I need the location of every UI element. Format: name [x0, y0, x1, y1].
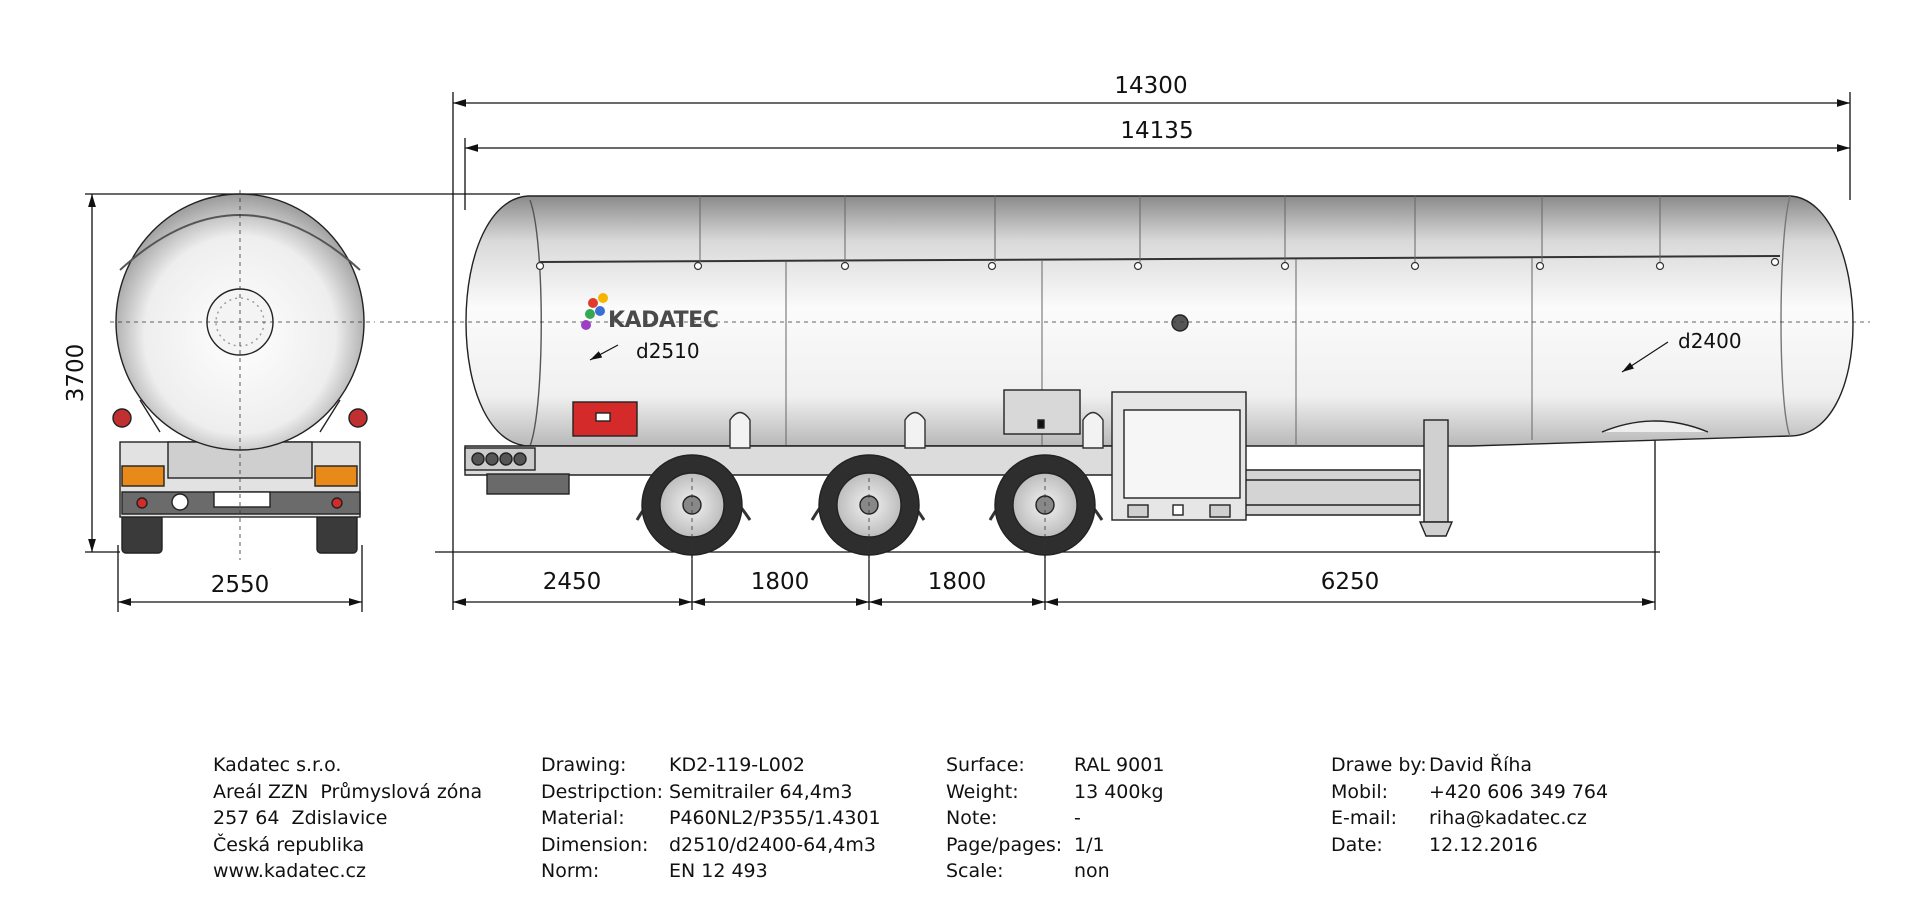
pages-value: 1/1 — [1074, 833, 1105, 856]
rear-light-left — [122, 466, 164, 486]
surface-label: Surface: — [946, 754, 1025, 776]
company-address-1: Areál ZZN Průmyslová zóna — [213, 780, 483, 803]
dim-axle-spacing-1: 1800 — [750, 569, 810, 595]
note-row — [946, 805, 1164, 832]
dim-axle-to-kingpin: 6250 — [1320, 569, 1380, 595]
weight-value: 13 400kg — [1074, 780, 1164, 803]
landing-gear — [1424, 420, 1448, 522]
rear-light-right — [315, 466, 357, 486]
description-row — [541, 779, 881, 806]
author-value: David Říha — [1429, 754, 1533, 776]
note-label: Note: — [946, 807, 998, 829]
surface-value: RAL 9001 — [1074, 754, 1165, 776]
weight-label: Weight: — [946, 780, 1019, 803]
mobile-label: Mobil: — [1331, 780, 1389, 803]
mobile-value: +420 606 349 764 — [1429, 780, 1609, 803]
date-value: 12.12.2016 — [1429, 833, 1538, 856]
pages-label: Page/pages: — [946, 833, 1063, 856]
diameter-rear-label: d2400 — [1678, 329, 1742, 353]
note-value: - — [1074, 807, 1081, 829]
company-address-2: 257 64 Zdislavice — [213, 807, 388, 829]
speed-sign — [172, 494, 188, 510]
date-row — [1331, 832, 1608, 859]
dim-overall-length: 14300 — [1114, 73, 1188, 99]
dim-front-to-axle: 2450 — [542, 569, 602, 595]
diameter-front-label: d2510 — [636, 339, 700, 363]
dim-width: 2550 — [210, 572, 270, 598]
logo-text: KADATEC — [608, 308, 719, 333]
drawing-label: Drawing: — [541, 754, 627, 776]
dim-tank-length: 14135 — [1120, 118, 1194, 144]
surface-row — [946, 752, 1164, 779]
company-website[interactable]: www.kadatec.cz — [213, 860, 366, 882]
material-label: Material: — [541, 807, 625, 829]
drawing-row — [541, 752, 881, 779]
dimension-row — [541, 832, 881, 859]
author-row — [1331, 752, 1608, 779]
company-country: Česká republika — [213, 833, 365, 856]
description-label: Destripction: — [541, 780, 664, 803]
company-name: Kadatec s.r.o. — [213, 754, 342, 776]
dim-axle-spacing-2: 1800 — [927, 569, 987, 595]
material-row — [541, 805, 881, 832]
material-value: P460NL2/P355/1.4301 — [669, 807, 881, 829]
description-value: Semitrailer 64,4m3 — [669, 780, 853, 803]
email-label: E-mail: — [1331, 807, 1397, 829]
author-info — [1331, 752, 1608, 858]
drawing-info — [541, 752, 881, 885]
dimension-label: Dimension: — [541, 833, 649, 856]
mobile-row — [1331, 779, 1608, 806]
email-value[interactable]: riha@kadatec.cz — [1429, 807, 1587, 829]
license-plate — [214, 492, 270, 507]
norm-label: Norm: — [541, 860, 600, 882]
side-view — [465, 196, 1853, 555]
date-label: Date: — [1331, 833, 1383, 856]
pressure-gauge — [1172, 315, 1188, 331]
dim-height: 3700 — [63, 343, 89, 403]
norm-value: EN 12 493 — [669, 860, 768, 882]
norm-row — [541, 858, 881, 885]
company-info — [213, 752, 482, 885]
scale-value: non — [1074, 860, 1110, 882]
scale-label: Scale: — [946, 860, 1004, 882]
scale-row — [946, 858, 1164, 885]
author-label: Drawe by: — [1331, 754, 1427, 776]
dimension-value: d2510/d2400-64,4m3 — [669, 833, 876, 856]
drawing-value: KD2-119-L002 — [669, 754, 806, 776]
weight-row — [946, 779, 1164, 806]
spec-info — [946, 752, 1164, 885]
pages-row — [946, 832, 1164, 859]
email-row — [1331, 805, 1608, 832]
